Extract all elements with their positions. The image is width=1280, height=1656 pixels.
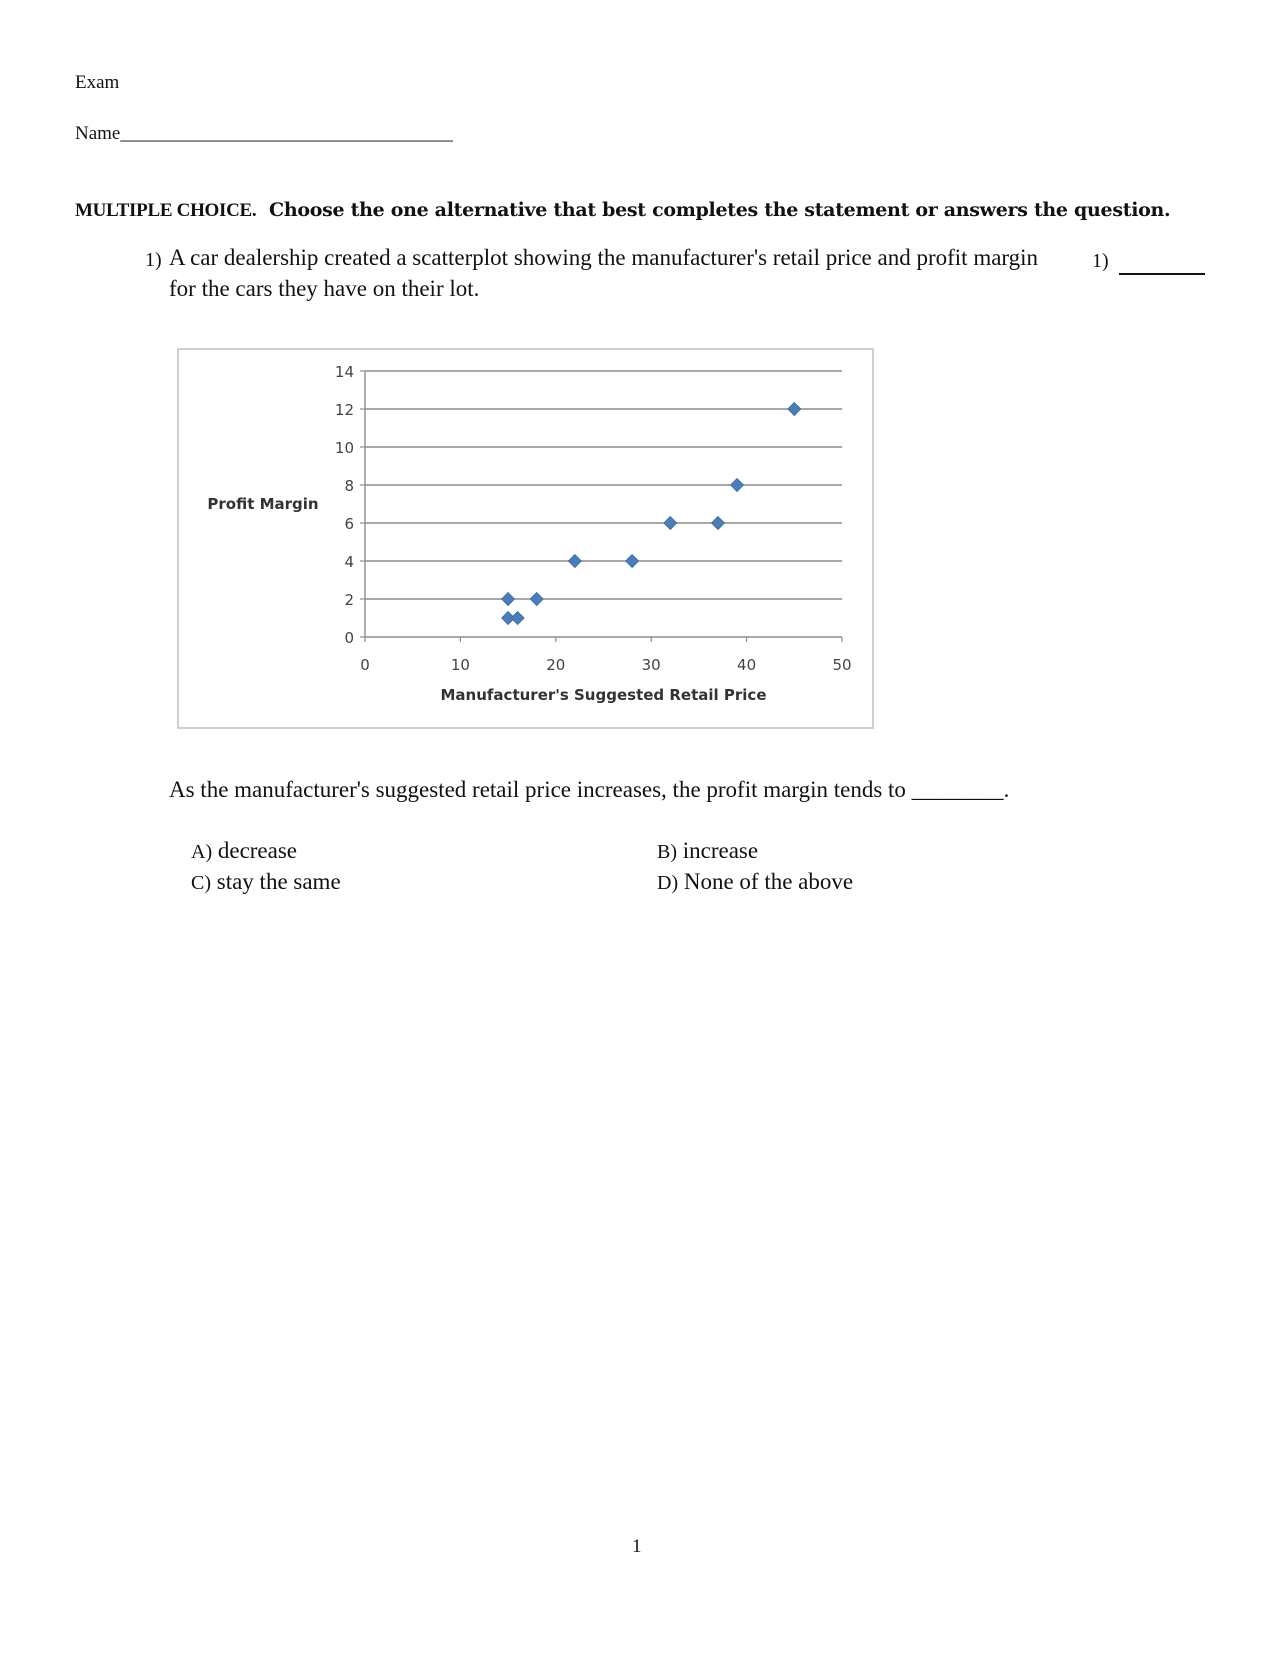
choice-c-letter: C)	[191, 872, 211, 894]
x-tick-label: 0	[360, 656, 370, 674]
x-tick-label: 30	[641, 656, 661, 674]
x-tick-label: 10	[450, 656, 470, 674]
data-point	[626, 555, 639, 568]
y-tick-label: 14	[334, 363, 354, 381]
instructions	[75, 199, 1170, 222]
data-point	[511, 612, 524, 625]
y-tick-label: 0	[344, 629, 354, 647]
choice-d-text: None of the above	[683, 869, 854, 894]
instructions-lead: MULTIPLE CHOICE.	[75, 200, 257, 221]
exam-title: Exam	[75, 72, 120, 93]
data-point	[788, 403, 801, 416]
data-point	[568, 555, 581, 568]
x-tick-label: 40	[737, 656, 757, 674]
data-point	[711, 517, 724, 530]
choice-b-letter: B)	[657, 841, 677, 863]
question-prompt: As the manufacturer's suggested retail price increases, the profit margin tends to ________.	[169, 777, 1010, 802]
y-axis-title: Profit Margin	[207, 495, 319, 513]
data-point	[530, 593, 543, 606]
choice-b[interactable]	[657, 838, 758, 864]
instructions-text: Choose the one alternative that best completes the statement or answers the question.	[269, 199, 1171, 221]
page-number: 1	[632, 1536, 642, 1557]
data-point	[731, 479, 744, 492]
x-axis-title: Manufacturer's Suggested Retail Price	[440, 686, 767, 704]
y-tick-label: 6	[344, 515, 354, 533]
answer-blank[interactable]	[1119, 273, 1205, 275]
choice-d[interactable]	[657, 869, 853, 895]
x-tick-label: 20	[546, 656, 566, 674]
question-number: 1)	[145, 249, 162, 271]
x-tick-label: 50	[832, 656, 852, 674]
answer-number: 1)	[1092, 250, 1109, 272]
y-tick-label: 10	[334, 439, 354, 457]
y-tick-label: 8	[344, 477, 354, 495]
y-tick-label: 12	[334, 401, 354, 419]
scatter-chart	[177, 348, 874, 729]
name-line: Name___________________________________	[75, 123, 453, 144]
choice-a-letter: A)	[191, 841, 213, 863]
choice-a-text: decrease	[217, 838, 298, 863]
scatter-chart-svg	[179, 350, 872, 727]
choice-a[interactable]	[191, 838, 297, 864]
question-stem: A car dealership created a scatterplot showing the manufacturer's retail price and profit margin for the cars they have on their lot.	[169, 245, 1039, 301]
data-point	[502, 593, 515, 606]
y-tick-label: 4	[344, 553, 354, 571]
choice-d-letter: D)	[657, 872, 679, 894]
choice-b-text: increase	[682, 838, 759, 863]
y-tick-label: 2	[344, 591, 354, 609]
data-point	[664, 517, 677, 530]
choice-c[interactable]	[191, 869, 341, 895]
choice-c-text: stay the same	[216, 869, 341, 894]
